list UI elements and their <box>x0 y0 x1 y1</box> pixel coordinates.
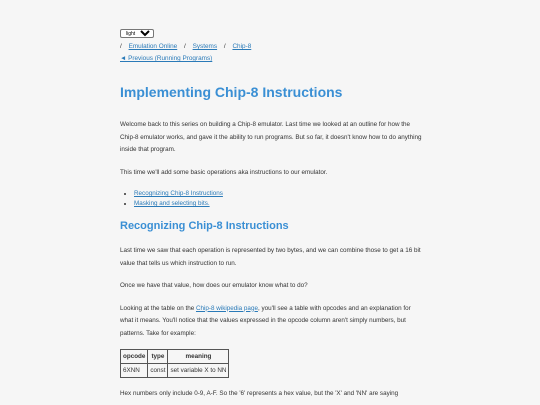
cell-type: const <box>148 364 168 378</box>
previous-page-link[interactable]: ◄ Previous (Running Programs) <box>120 55 213 62</box>
section-paragraph-3 <box>120 303 425 341</box>
toc-link-recognizing[interactable]: Recognizing Chip-8 Instructions <box>134 190 223 197</box>
section-paragraph-1: Last time we saw that each operation is represented by two bytes, and we can combine those to get a 16 bit value that tells us which instruction to run. <box>120 247 421 267</box>
header-meaning: meaning <box>168 350 229 364</box>
cell-opcode: 6XNN <box>121 364 148 378</box>
toc-item <box>134 199 425 209</box>
section-title: Recognizing Chip-8 Instructions <box>120 220 289 232</box>
breadcrumb-separator: / <box>120 43 122 50</box>
breadcrumb <box>120 43 425 50</box>
table-of-contents <box>120 189 425 209</box>
header-opcode: opcode <box>121 350 148 364</box>
table-header-row <box>121 350 229 364</box>
table-row <box>121 364 229 378</box>
toc-link-masking[interactable]: Masking and selecting bits. <box>134 200 210 207</box>
opcode-table <box>120 349 229 378</box>
article-page <box>120 22 425 401</box>
page-title: Implementing Chip-8 Instructions <box>120 84 343 100</box>
breadcrumb-systems[interactable]: Systems <box>192 43 218 50</box>
breadcrumb-separator: / <box>184 43 186 50</box>
breadcrumb-separator: / <box>223 43 226 50</box>
breadcrumb-emulation-online[interactable]: Emulation Online <box>128 43 178 50</box>
section-paragraph-4: Hex numbers only include 0-9, A-F. So the '6' represents a hex value, but the 'X' and 'NN' are saying <box>120 390 399 397</box>
section-paragraph-2: Once we have that value, how does our emulator know what to do? <box>120 282 308 289</box>
theme-select[interactable] <box>120 29 154 38</box>
cell-meaning: set variable X to NN <box>168 364 229 378</box>
intro-paragraph: Welcome back to this series on building a Chip-8 emulator. Last time we looked at an outline for how the Chip-8 emulator works, and gave it the ability to run programs. But so far, it doesn't know how to do anything inside that program. <box>120 121 422 153</box>
header-type: type <box>148 350 168 364</box>
wikipedia-link[interactable]: Chip-8 wikipedia page <box>195 304 258 312</box>
intro-paragraph-2: This time we'll add some basic operations aka instructions to our emulator. <box>120 168 328 176</box>
toc-item <box>134 189 425 199</box>
breadcrumb-chip8[interactable]: Chip-8 <box>232 43 252 50</box>
paragraph-text: Looking at the table on the <box>120 304 196 312</box>
paragraph-text: , you'll see a table with opcodes and an explanation for what it means. You'll notice that the values expressed in the opcode column aren't simply numbers, but patterns. Take for example: <box>120 304 411 337</box>
